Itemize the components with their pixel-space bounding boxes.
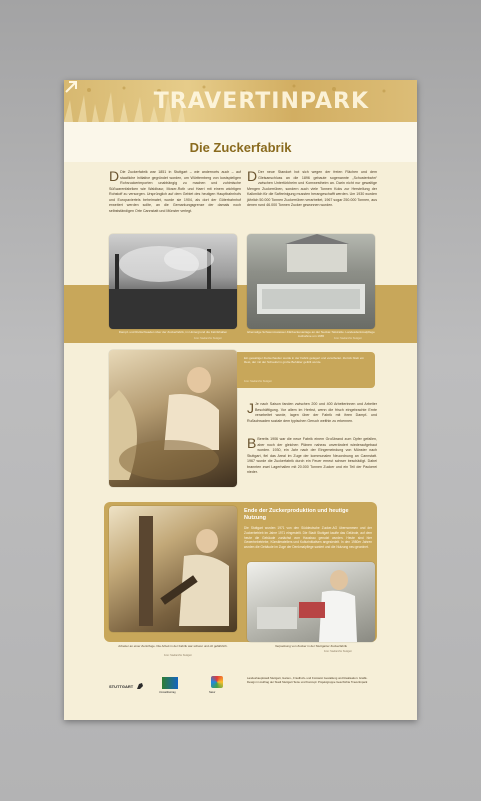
- worker-photo: [109, 350, 237, 487]
- page-title: Die Zuckerfabrik: [189, 140, 292, 155]
- worker-credit: Foto: Stadtarchiv Stuttgart: [244, 380, 272, 383]
- horse-emblem-icon: [136, 682, 144, 690]
- basin-photo: [247, 234, 375, 329]
- basin-illustration: [247, 234, 375, 329]
- packing-credit: Foto: Stadtarchiv Stuttgart: [324, 650, 352, 653]
- footer-note: Landeshauptstadt Stuttgart, Garten-, Friedhofs- und Forstamt Gestaltung und Realisation: Grafik-Design im Auftrag der Stadt Stuttgart Texte und Konzept: Projektgruppe Geschichte Travertinpark: [247, 676, 368, 684]
- factory-credit: Foto: Stadtarchiv Stuttgart: [194, 337, 222, 340]
- middle-text-2: B Bereits 1906 war die neue Fabrik einem Großbrand zum Opfer gefallen, aber noch der gleichen Plänen nahezu unverändert wiederaufgebaut worden. 1930, ein Jahr nach der Eingemeindung von Münster nach Stuttgart, fiel das Areal im Zuge der kommunalen Neuordnung an Cannstatt. 1967 wurde die Zuckerfabrik durch ein Feuer erneut schwer beschädigt. Dabei brannten zwei Lagerhallen mit 20.000 Tonnen Zucker und ein Teil der Packerei nieder.: [247, 435, 377, 474]
- machine-caption: Arbeiter an einer Zentrifuge. Die Arbeit in der Fabrik war schwer und oft gefährlich.: [118, 644, 228, 648]
- machine-credit: Foto: Stadtarchiv Stuttgart: [164, 654, 192, 657]
- packing-caption: Verpackung von Zucker in der Stuttgarter Zuckerfabrik: [274, 644, 348, 648]
- middle-text-1: J Je nach Saison fanden zwischen 200 und 400 Arbeiterinnen und Arbeiter Beschäftigung. Vor allem im Herbst, wenn die frisch eingebrachte Ernte verarbeitet wurde, lagen über der Fabrik mit ihren Dampf- und Rußschwaden soziale dem typischen Geruch weithin zu erkennen.: [247, 400, 377, 423]
- factory-illustration: [109, 234, 237, 329]
- basin-caption: Ehemalige Schwemmwasser-Klärbeckenanlage an der Neckar-Talstraße. Landesdenkmalpflege Aufnahme um 1965: [247, 330, 375, 338]
- intro-left-text: D Die Zuckerfabrik war 1851 in Stuttgart – wie andernorts auch – auf staatliche Initiative gegründet worden, um Württemberg von kostspieligen Rohrzuckerimporten unabhängig zu machen und zuhimische Süßwarenfabriken wie Waldbaur, Moser-Roth und Haeri mit einem wichtigen Rohstoff zu versorgen. Ursprünglich auf dem Gebiet des heutigen Hauptbahnhofs und Europaviertels beheimatet, wurde sie 1904, als dort der Güterbahnhof erweitert werden sollte, an die Gemarkungsgrenze der damals noch selbstständigen Orte Cannstatt und Münster verlegt.: [109, 168, 241, 213]
- machine-photo: [109, 506, 237, 632]
- banner-title: TRAVERTINPARK: [153, 89, 369, 114]
- factory-photo: [109, 234, 237, 329]
- basin-credit: Foto: Stadtarchiv Stuttgart: [334, 337, 362, 340]
- umwelt-logo-mark: [162, 677, 178, 689]
- info-panel: [64, 80, 417, 720]
- natur-logo: Natur: [209, 691, 216, 694]
- stuttgart-logo: STUTTGART: [109, 684, 134, 689]
- intro-right-text: D Der neue Standort bot sich wegen der freien Flächen und dem Gleisanschluss an die 1896 gebaute sogenannte „Schusterbahn“ zwischen Untertürkheim und Kornwestheim an. Darin nicht nur gewaltige Mengen Zuckerrüben, sondern auch viele Tonnen Koks zur Herstellung der Kalkmilch für die Saftreinigung mussten herangeschafft werden. Um 1930 wurden jährlich 50.000 Tonnen Zuckerrüben verarbeitet, 1967 sogar 250.000 Tonnen, aus denen rund 46.000 Tonnen Zucker gewonnen wurden.: [247, 168, 377, 207]
- arrow-up-right-icon: [64, 80, 78, 94]
- end-box-title: Ende der Zuckerproduktion und heutige Nutzung: [244, 508, 349, 521]
- worker-illustration: [109, 350, 237, 487]
- umwelt-logo: Umweltbeitrag: [159, 691, 176, 694]
- packing-photo: [247, 562, 375, 642]
- natur-logo-mark: [211, 676, 223, 688]
- banner: [64, 80, 417, 122]
- worker-caption: Ein gewaltiger Zuckerhaufen wurde in der Fabrik gelagert und verarbeitet. Zurück blieb ein Rest, der mit der Schaufel in große Behälter gefüllt wurde.: [244, 356, 364, 364]
- machine-illustration: [109, 506, 237, 632]
- factory-caption: Dampf- und Rußschwaden über der Zuckerfabrik, im Hintergrund die Fabrikhallen: [118, 330, 228, 334]
- end-box-text: Die Stuttgart wurden 1971 von den Süddeutsche Zucker-AG übernommen und der Zuckerbetrieb im Jahre 1971 eingestellt. Die Stadt Stuttgart kaufte das Gelände, auf dem heute die Gebäude zunächst vom Hausbau genutzt wurden. Heute sind hier Gewerbebetriebe, Künstlerateliers und Kulturinitiativen angesiedelt. In den 1980er Jahren wurden die Gebäude im Zuge der Denkmalpflege saniert und die Nutzung neu geordnet.: [244, 526, 372, 550]
- content-area: [64, 162, 417, 720]
- packing-illustration: [247, 562, 375, 642]
